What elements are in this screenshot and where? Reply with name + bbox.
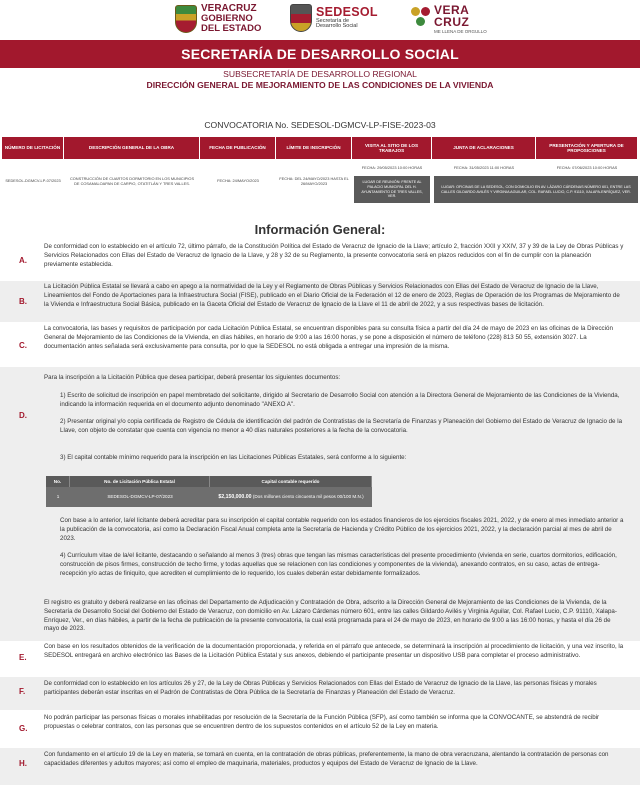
- section-h-letter: H.: [19, 759, 27, 768]
- section-e-letter: E.: [19, 653, 27, 662]
- licitacion-table: [2, 137, 638, 203]
- section-e-text: Con base en los resultados obtenidos de la verificación de la documentación proporcionada, y referida en el párrafo que antecede, se determinará la inscripción al procedimiento de licitación, y una vez inscrito, la SEDESOL entregará en archivo electrónico las Bases de la Licitación Pública Estatal y sus anexos, debiendo el participante presentar un dispositivo USB para completar el proceso administrativo.: [44, 643, 624, 659]
- section-e: [0, 641, 640, 677]
- cell-visita-lugar: LUGAR DE REUNIÓN: FRENTE AL PALACIO MUNICIPAL DEL H. AYUNTAMIENTO DE TRES VALLES, VER.: [354, 176, 430, 203]
- capital-table: [46, 476, 372, 507]
- sedesol-logo: [290, 4, 378, 32]
- sedesol-logo-line2: Desarrollo Social: [316, 23, 358, 30]
- section-h-text: Con fundamento en el artículo 19 de la Ley en materia, se tomará en cuenta, en la contratación de obras públicas, preferentemente, la mano de obra veracruzana, alentando la contratación de personas con capacidades diferentes y adultos mayores; así como el empleo de maquinaria, materiales, productos y equipos del Estado de Veracruz de Ignacio de la Llave.: [44, 751, 609, 767]
- logo-bar: [0, 0, 640, 40]
- section-b-text: La Licitación Pública Estatal se llevará a cabo en apego a la normatividad de la Ley y el Reglamento de Obras Públicas y Servicios Relacionados con Ellas del Estado de Veracruz de Ignacio de la Llave, Lineamientos del Fondo de Aportaciones para la Infraestructura Social (FISE), publicado en el Diario Oficial de la Federación el 12 de enero de 2023, Reglas de Operación de los Programas de Mejoramiento de la Vivienda e Infraestructura Social Básica, publicado en la Gaceta Oficial del Estado de Veracruz de Ignacio de la Llave el 11 de abril de 2022, y a sus respectivas bases de licitación.: [44, 283, 620, 308]
- page-title: SECRETARÍA DE DESARROLLO SOCIAL: [181, 46, 459, 62]
- section-a: [0, 240, 640, 280]
- section-b: [0, 281, 640, 322]
- header-presentacion: PRESENTACIÓN Y APERTURA DE PROPOSICIONES: [536, 137, 638, 159]
- veracruz-shield-icon: [175, 5, 197, 33]
- header-banner: [0, 40, 640, 68]
- veracruz-orgullo-tagline: ME LLENA DE ORGULLO: [434, 29, 487, 34]
- veracruz-logo-line1: VERACRUZ: [201, 3, 257, 14]
- cell-fecha-publicacion: FECHA: 24/MAYO/2023: [217, 178, 259, 184]
- table-row: [2, 159, 638, 203]
- section-g-text: No podrán participar las personas físicas o morales inhabilitadas por resolución de la Secretaría de la Función Pública (SFP), así como también se informa que la CONVOCANTE, se abstendrá de recibir propuestas o celebrar contratos, con las personas que se encuentren dentro de los supuestos contenidos en el artículo 52 de la Ley en materia.: [44, 714, 600, 730]
- capital-cell-licitacion: SEDESOL-DGMCV-LP-07/2023: [107, 494, 173, 500]
- capital-cell-amount: [210, 487, 372, 507]
- section-d-item1: 1) Escrito de solicitud de inscripción en papel membretado del solicitante, dirigido al Secretario de Desarrollo Social con atención a la Directora General de Mejoramiento de las Condiciones de la Vivienda, indicando la información requerida en el documento adjunto denominado "ANEXO A".: [60, 392, 620, 408]
- table-header-row: [2, 137, 638, 159]
- section-d-item2: 2) Presentar original y/o copia certificada de Registro de Cédula de identificación del padrón de Contratistas de la Secretaría de Finanzas y Planeación del Gobierno del Estado de Veracruz de Ignacio de la Llave, con objeto de constatar que cuenta con vigencia no menor a 40 días naturales posteriores a la fecha de la convocatoria.: [60, 418, 623, 434]
- header-fecha-publicacion: FECHA DE PUBLICACIÓN: [200, 137, 276, 159]
- section-g: [0, 710, 640, 748]
- cell-numero: SEDESOL-DGMCV-LP-07/2023: [5, 178, 61, 184]
- header-numero: NÚMERO DE LICITACIÓN: [2, 137, 64, 159]
- capital-header-capital: Capital contable requerido: [210, 476, 372, 487]
- capital-header-row: [46, 476, 372, 487]
- section-d-letter: D.: [19, 411, 27, 420]
- section-c-letter: C.: [19, 341, 27, 350]
- header-junta: JUNTA DE ACLARACIONES: [432, 137, 536, 159]
- section-f-letter: F.: [19, 687, 26, 696]
- cell-visita-fecha: FECHA: 29/05/2023 10:00 HORAS: [361, 164, 423, 170]
- header-limite: LÍMITE DE INSCRIPCIÓN: [276, 137, 352, 159]
- section-c: [0, 322, 640, 367]
- cell-junta-fecha: FECHA: 31/05/2023 11:00 HORAS: [453, 164, 515, 170]
- veracruz-orgullo-line1: VERA: [434, 3, 470, 17]
- section-d-item3: 3) El capital contable mínimo requerido para la inscripción en las Licitaciones Públicas Estatales, será conforme a lo siguiente:: [60, 454, 407, 461]
- section-f: [0, 677, 640, 710]
- capital-header-licitacion: No. de Licitación Pública Estatal: [70, 476, 210, 487]
- section-b-letter: B.: [19, 297, 27, 306]
- cell-lugar-oficinas: LUGAR: OFICINAS DE LA SEDESOL, CON DOMICILIO EN AV. LÁZARO CÁRDENAS NÚMERO 601, ENTRE LAS CALLES GILDARDO AVILÉS Y VIRGINIA AGUILAR, COL. RAFAEL LUCIO, C.P. 91110, XALAPA-ENRÍQUEZ, VER.: [434, 176, 638, 203]
- section-f-text: De conformidad con lo establecido en los artículos 26 y 27, de la Ley de Obras Públicas y Servicios Relacionados con Ellas del Estado de Veracruz de Ignacio de la Llave, las personas físicas y morales participantes deberán estar inscritas en el Padrón de Contratistas de Obra Pública de la Secretaría de Finanzas y Planeación del Estado de Veracruz.: [44, 680, 597, 696]
- section-d-item4: 4) Currículum vitae de la/el licitante, destacando o señalando al menos 3 (tres) obras que tengan las mismas características del presente procedimiento (vivienda en serie, cuartos dormitorios, edificación, construcción de pisos firmes, construcción de techo firme, y todas aquellas que se relacionen con las condiciones y componentes de la vivienda), anexando contratos, en su caso, actas de entrega-recepción y/o actas de finiquito, que acrediten el cumplimiento de lo requerido, los cuales deberán estar debidamente formalizados.: [60, 552, 617, 577]
- section-d-intro: Para la inscripción a la Licitación Pública que desea participar, deberá presentar los siguientes documentos:: [44, 374, 341, 381]
- cell-presentacion-fecha: FECHA: 07/06/2023 10:00 HORAS: [556, 164, 618, 170]
- subsecretaria-title: SUBSECRETARÍA DE DESARROLLO REGIONAL: [223, 69, 417, 79]
- veracruz-orgullo-line2: CRUZ: [434, 15, 470, 29]
- info-general-title: Información General:: [254, 222, 386, 237]
- section-c-text: La convocatoria, las bases y requisitos de participación por cada Licitación Pública Estatal, se encuentran disponibles para su consulta física a partir del día 24 de mayo de 2023 en las oficinas de la Dirección General de Mejoramiento de las Condiciones de la Vivienda, en días hábiles, en horario de 9:00 a las 16:00 horas, y se pone a disposición el número de teléfono (228) 813 50 55, extensión 3027. La documentación antes señalada será exclusivamente para consulta, por lo que la SEDESOL no está obligada a entregar una impresión de la misma.: [44, 325, 613, 350]
- section-a-letter: A.: [19, 256, 27, 265]
- sedesol-logo-line1: Secretaría de: [316, 17, 350, 24]
- veracruz-logo-line2: GOBIERNO: [201, 13, 253, 24]
- section-h: [0, 748, 640, 785]
- capital-amount: $2,150,000.00: [218, 493, 252, 500]
- capital-cell-no: 1: [56, 494, 60, 500]
- section-d-base: Con base a lo anterior, la/el licitante deberá acreditar para su inscripción el capital contable requerido con los estados financieros de los ejercicios fiscales 2021, 2022, y de enero al mes inmediato anterior a la publicación de la convocatoria, así como la Declaración Fiscal Anual completa ante la Secretaría de Hacienda y Crédito Público de los ejercicios 2021, 2022, y la declaración parcial al mes de abril de 2023.: [60, 517, 624, 542]
- header-visita: VISITA AL SITIO DE LOS TRABAJOS: [352, 137, 432, 159]
- section-a-text: De conformidad con lo establecido en el artículo 72, último párrafo, de la Constitución Política del Estado de Veracruz de Ignacio de la Llave; artículo 2, fracción XXII y XXIV, 37 y 39 de la Ley de Obras Públicas y Servicios Relacionados con Ellas del Estado de Veracruz de Ignacio de la Llave, y 28 y 32 de su Reglamento, la presente convocatoria será en plazos reducidos con el fin de cumplir con la planeación previamente establecida.: [44, 243, 624, 268]
- cell-descripcion: CONSTRUCCIÓN DE CUARTOS DORMITORIO EN LOS MUNICIPIOS DE COSAMALOAPAN DE CARPIO, OTATITLÁN Y TRES VALLES.: [69, 175, 195, 186]
- section-g-letter: G.: [19, 724, 28, 733]
- sedesol-shield-icon: [290, 4, 312, 32]
- table-row: [46, 487, 372, 507]
- sedesol-logo-name: SEDESOL: [316, 5, 378, 20]
- cell-limite: FECHA: DEL 24/MAYO/2023 HASTA EL 26/MAYO/2023: [279, 175, 349, 186]
- section-d-registro: El registro es gratuito y deberá realizarse en las oficinas del Departamento de Adjudicación y Contratación de Obra, adscrito a la Dirección General de Mejoramiento de las Condiciones de la Vivienda, de la Secretaría de Desarrollo Social del Gobierno del Estado de Veracruz, con domicilio en Av. Lázaro Cárdenas número 601, entre las calles Gildardo Avilés y Virginia Aguilar, Col. Rafael Lucio, C.P. 91110, Xalapa-Enríquez, Ver., en días hábiles, a partir de la fecha de publicación de la presente convocatoria, la cual está programada para el 24 de mayo de 2023, en horario de 9:00 a las 16:00 horas, y hasta el día 26 de mayo de 2023.: [44, 599, 617, 633]
- capital-header-no: No.: [46, 476, 70, 487]
- veracruz-government-logo: [175, 4, 261, 33]
- header-descripcion: DESCRIPCIÓN GENERAL DE LA OBRA: [64, 137, 200, 159]
- veracruz-logo-line3: DEL ESTADO: [201, 22, 262, 34]
- capital-amount-words: (Dos millones ciento cincuenta mil pesos 00/100 M.N.): [252, 493, 364, 499]
- veracruz-orgullo-logo: [410, 4, 487, 35]
- veracruz-flower-icon: [410, 6, 430, 32]
- direction-title: DIRECCIÓN GENERAL DE MEJORAMIENTO DE LAS CONDICIONES DE LA VIVIENDA: [146, 80, 494, 90]
- convocatoria-number: CONVOCATORIA No. SEDESOL-DGMCV-LP-FISE-2023-03: [204, 120, 436, 130]
